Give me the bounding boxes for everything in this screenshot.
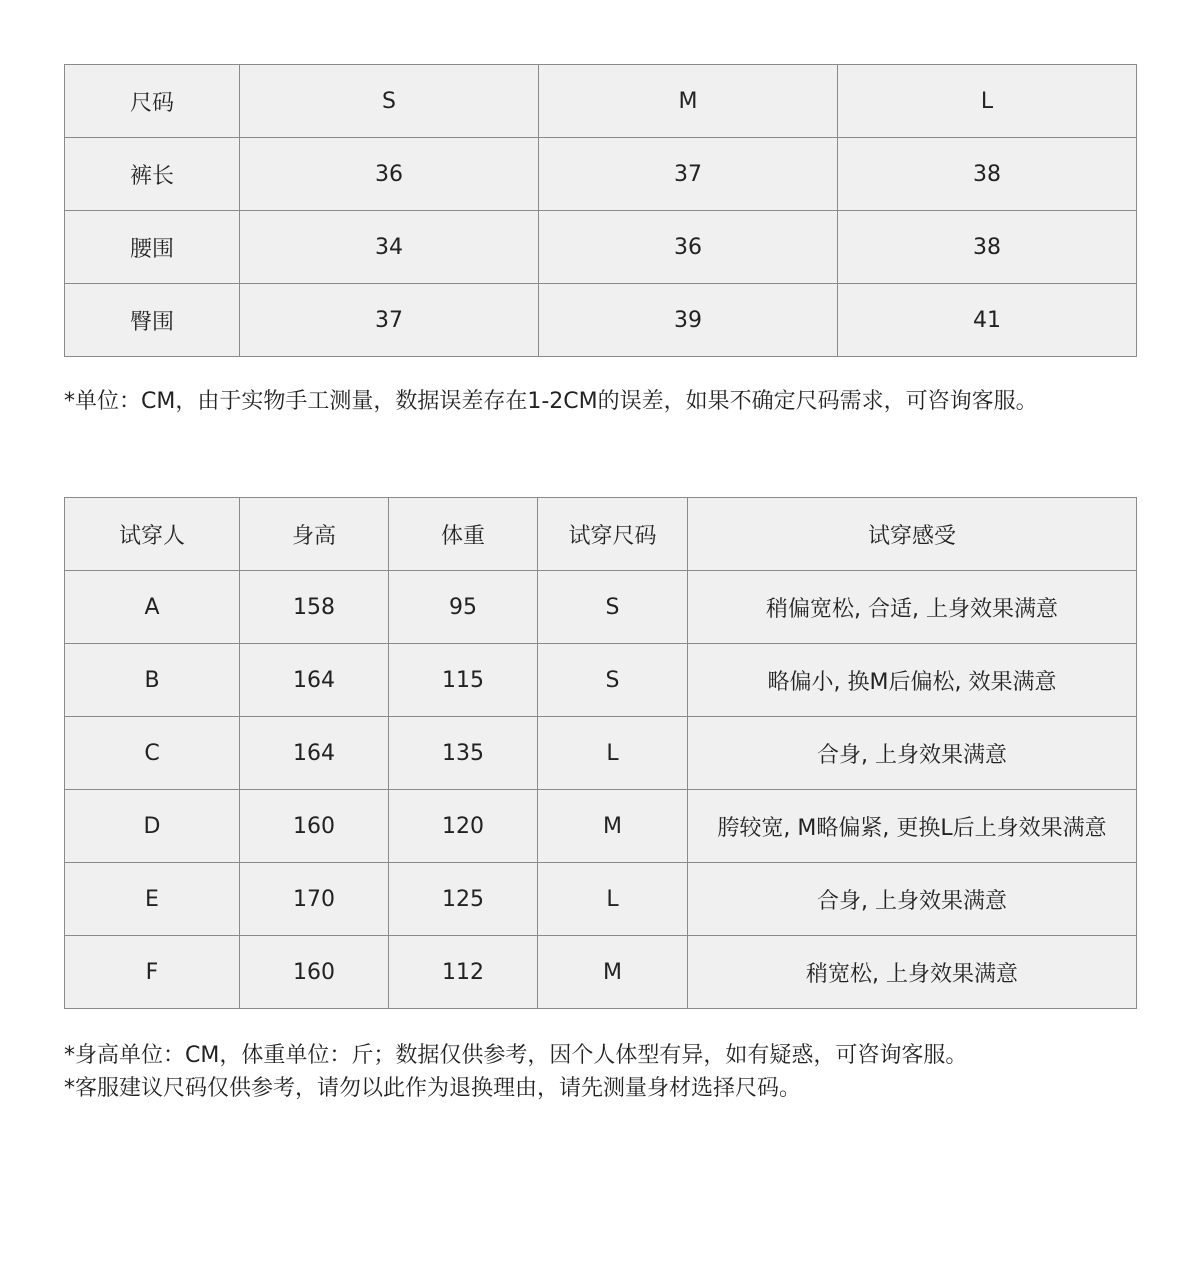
size-chart-cell: 38	[838, 138, 1137, 211]
tryon-chart-cell: S	[538, 571, 688, 644]
tryon-chart-cell: 95	[389, 571, 538, 644]
tryon-chart-cell: 170	[240, 863, 389, 936]
tryon-chart-notes	[64, 1039, 967, 1105]
size-chart-cell: 34	[240, 211, 539, 284]
size-chart-cell: 臀围	[65, 284, 240, 357]
tryon-chart-cell: S	[538, 644, 688, 717]
tryon-chart-table	[64, 497, 1137, 1009]
tryon-chart-header-cell: 试穿感受	[688, 498, 1137, 571]
tryon-chart-cell: 135	[389, 717, 538, 790]
tryon-chart-cell: 合身, 上身效果满意	[688, 717, 1137, 790]
tryon-note-line: *身高单位：CM，体重单位：斤；数据仅供参考，因个人体型有异，如有疑惑，可咨询客服。	[64, 1043, 968, 1068]
tryon-chart-cell: 合身, 上身效果满意	[688, 863, 1137, 936]
size-chart-header-cell: S	[240, 65, 539, 138]
tryon-chart-row	[65, 571, 1137, 644]
tryon-chart-cell: L	[538, 717, 688, 790]
size-chart-table	[64, 64, 1137, 357]
tryon-chart-header-cell: 试穿尺码	[538, 498, 688, 571]
tryon-chart-row	[65, 863, 1137, 936]
tryon-chart-cell: 胯较宽, M略偏紧, 更换L后上身效果满意	[688, 790, 1137, 863]
size-chart-header-row	[65, 65, 1137, 138]
size-chart-header-cell: L	[838, 65, 1137, 138]
tryon-chart-cell: A	[65, 571, 240, 644]
size-chart-row	[65, 284, 1137, 357]
size-chart-cell: 39	[539, 284, 838, 357]
tryon-chart-cell: 164	[240, 644, 389, 717]
tryon-chart-row	[65, 644, 1137, 717]
tryon-chart-cell: D	[65, 790, 240, 863]
tryon-chart-cell: 160	[240, 790, 389, 863]
tryon-chart-cell: 稍偏宽松, 合适, 上身效果满意	[688, 571, 1137, 644]
tryon-chart-cell: 略偏小, 换M后偏松, 效果满意	[688, 644, 1137, 717]
tryon-chart-header-cell: 体重	[389, 498, 538, 571]
tryon-chart-cell: C	[65, 717, 240, 790]
size-chart-cell: 36	[539, 211, 838, 284]
tryon-chart-row	[65, 790, 1137, 863]
tryon-chart-cell: 158	[240, 571, 389, 644]
tryon-chart-cell: E	[65, 863, 240, 936]
tryon-chart-cell: 125	[389, 863, 538, 936]
size-chart-cell: 腰围	[65, 211, 240, 284]
size-chart-cell: 裤长	[65, 138, 240, 211]
tryon-chart-header-row	[65, 498, 1137, 571]
tryon-chart-header-cell: 身高	[240, 498, 389, 571]
size-chart-note: *单位：CM，由于实物手工测量，数据误差存在1-2CM的误差，如果不确定尺码需求，可咨询客服。	[64, 389, 1038, 414]
size-chart-row	[65, 211, 1137, 284]
tryon-chart-cell: B	[65, 644, 240, 717]
tryon-chart-header-cell: 试穿人	[65, 498, 240, 571]
tryon-chart-cell: M	[538, 790, 688, 863]
tryon-chart-cell: M	[538, 936, 688, 1009]
size-chart-cell: 41	[838, 284, 1137, 357]
tryon-chart-cell: 120	[389, 790, 538, 863]
tryon-chart-cell: 160	[240, 936, 389, 1009]
tryon-chart-row	[65, 717, 1137, 790]
tryon-chart-row	[65, 936, 1137, 1009]
tryon-chart-cell: F	[65, 936, 240, 1009]
size-chart-cell: 37	[539, 138, 838, 211]
size-chart-cell: 37	[240, 284, 539, 357]
tryon-note-line: *客服建议尺码仅供参考，请勿以此作为退换理由，请先测量身材选择尺码。	[64, 1076, 802, 1101]
size-chart-cell: 36	[240, 138, 539, 211]
size-chart-header-cell: M	[539, 65, 838, 138]
size-chart-row	[65, 138, 1137, 211]
tryon-chart-cell: 164	[240, 717, 389, 790]
tryon-chart-cell: L	[538, 863, 688, 936]
tryon-chart-cell: 112	[389, 936, 538, 1009]
size-chart-header-cell: 尺码	[65, 65, 240, 138]
size-chart-cell: 38	[838, 211, 1137, 284]
tryon-chart-cell: 115	[389, 644, 538, 717]
tryon-chart-cell: 稍宽松, 上身效果满意	[688, 936, 1137, 1009]
